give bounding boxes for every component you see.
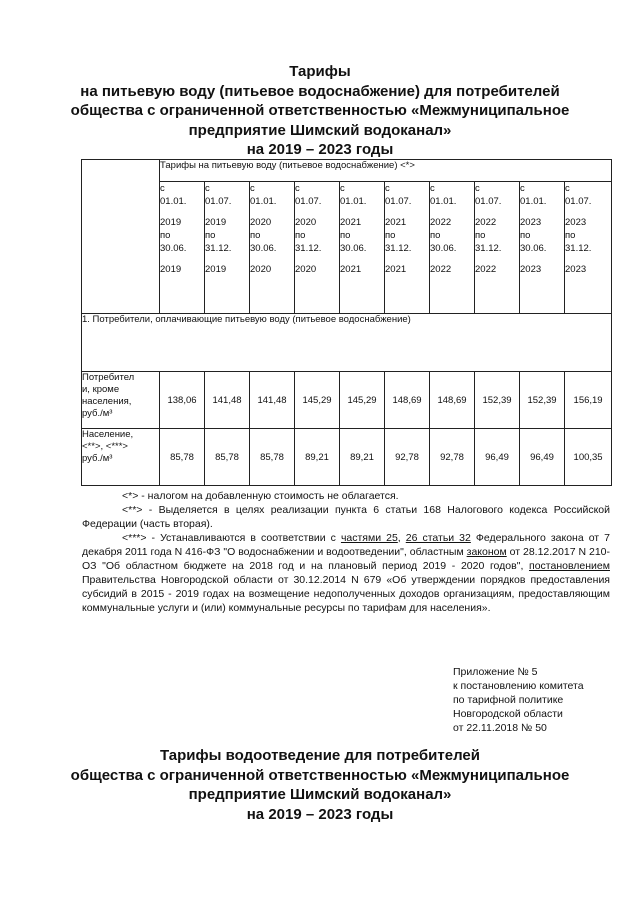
period-part: 2021 <box>340 264 362 275</box>
tariff-value: 148,69 <box>430 372 475 429</box>
period-part: 30.06. <box>250 243 277 254</box>
period-part: 01.07. <box>295 196 322 207</box>
period-header <box>295 182 340 314</box>
period-header <box>160 182 205 314</box>
spacer <box>385 255 429 263</box>
period-part: с <box>565 183 570 194</box>
appendix-line: Приложение № 5 <box>453 666 538 678</box>
footnote-text: Правительства Новгородской области от 30.12.2014 N 679 «Об утверждении порядков предоставления субсидий в 2015 - 2019 годах на возмещение недополученных доходов организациям, предоставляющим коммунальные услуги и (или) коммунальные ресурсы по тарифам для населения». <box>82 574 610 614</box>
tariff-value: 85,78 <box>160 429 205 486</box>
appendix-line: от 22.11.2018 № 50 <box>453 722 547 734</box>
title-line: на 2019 – 2023 годы <box>246 141 394 158</box>
period-part: по <box>520 230 531 241</box>
spacer <box>340 208 384 216</box>
footnote-text: от 28.12.2017 N 210-ОЗ "Об областном бюджете на 2018 год и на плановый период 2019 - 2020 годов", <box>82 546 610 572</box>
tariff-value: 148,69 <box>385 372 430 429</box>
appendix-line: Новгородской области <box>453 708 563 720</box>
label-line: Население, <box>82 429 134 440</box>
period-part: 2023 <box>565 217 587 228</box>
tariff-value: 85,78 <box>250 429 295 486</box>
spacer <box>250 208 294 216</box>
period-part: 2021 <box>340 217 362 228</box>
spacer <box>475 255 519 263</box>
footnote-2: <**> - Выделяется в целях реализации пункта 6 статьи 168 Налогового кодекса Российской Федерации (часть вторая). <box>82 504 610 530</box>
water-tariff-table <box>81 159 612 486</box>
spacer <box>295 208 339 216</box>
spacer <box>475 208 519 216</box>
period-part: 2022 <box>475 217 497 228</box>
period-part: 2020 <box>250 217 272 228</box>
period-part: 01.01. <box>520 196 547 207</box>
title-line: предприятие Шимский водоканал» <box>188 121 452 139</box>
spacer <box>250 255 294 263</box>
tariff-value: 156,19 <box>565 372 612 429</box>
spacer <box>385 208 429 216</box>
period-part: 2019 <box>160 217 182 228</box>
title-line: общества с ограниченной ответственностью «Межмуниципальное <box>70 102 570 119</box>
spacer <box>520 208 564 216</box>
tariff-value: 138,06 <box>160 372 205 429</box>
period-part: 01.07. <box>385 196 412 207</box>
law-link-parts[interactable]: частями 25 <box>340 532 398 544</box>
water-tariff-title <box>0 62 640 160</box>
period-part: по <box>430 230 441 241</box>
period-part: 31.12. <box>205 243 232 254</box>
tariff-value: 85,78 <box>205 429 250 486</box>
period-part: 2020 <box>295 217 317 228</box>
period-part: 01.01. <box>430 196 457 207</box>
period-part: по <box>475 230 486 241</box>
row-label <box>82 429 160 486</box>
period-header <box>340 182 385 314</box>
period-part: с <box>250 183 255 194</box>
spacer <box>430 255 474 263</box>
period-part: 01.01. <box>340 196 367 207</box>
period-part: 2020 <box>295 264 317 275</box>
spacer <box>295 255 339 263</box>
law-link-resolution[interactable]: постановлением <box>529 560 610 572</box>
spacer <box>520 255 564 263</box>
period-part: 30.06. <box>520 243 547 254</box>
spacer <box>340 255 384 263</box>
tariff-value: 141,48 <box>250 372 295 429</box>
period-part: 2019 <box>205 264 227 275</box>
period-part: с <box>340 183 345 194</box>
period-header <box>205 182 250 314</box>
period-part: 2023 <box>565 264 587 275</box>
tariff-value: 152,39 <box>475 372 520 429</box>
period-part: 01.01. <box>160 196 187 207</box>
period-part: 2022 <box>430 264 452 275</box>
period-part: 30.06. <box>340 243 367 254</box>
appendix-line: по тарифной политике <box>453 694 564 706</box>
label-line: руб./м³ <box>82 453 113 464</box>
label-line: Потребител <box>82 372 135 383</box>
law-link-regional[interactable]: законом <box>466 546 507 558</box>
period-part: 2020 <box>250 264 272 275</box>
period-part: 30.06. <box>160 243 187 254</box>
period-part: с <box>385 183 390 194</box>
period-header <box>565 182 612 314</box>
period-part: с <box>475 183 480 194</box>
row-label <box>82 372 160 429</box>
tariff-value: 92,78 <box>385 429 430 486</box>
period-part: 2021 <box>385 264 407 275</box>
tariff-value: 152,39 <box>520 372 565 429</box>
tariff-value: 100,35 <box>565 429 612 486</box>
period-part: по <box>295 230 306 241</box>
period-part: 2019 <box>205 217 227 228</box>
title-line: Тарифы водоотведение для потребителей <box>160 747 480 764</box>
footnote-text: , <box>397 532 406 544</box>
spacer <box>565 255 611 263</box>
tariff-value: 89,21 <box>340 429 385 486</box>
title-line: Тарифы <box>289 63 351 80</box>
period-part: 01.07. <box>565 196 592 207</box>
period-part: с <box>160 183 165 194</box>
title-line: на 2019 – 2023 годы <box>246 805 394 823</box>
spacer <box>160 208 204 216</box>
period-header <box>520 182 565 314</box>
period-part: 2021 <box>385 217 407 228</box>
tariff-value: 96,49 <box>520 429 565 486</box>
law-link-article[interactable]: 26 статьи 32 <box>405 532 471 544</box>
footnotes <box>82 489 610 615</box>
period-part: 31.12. <box>565 243 592 254</box>
period-part: по <box>340 230 351 241</box>
period-part: 01.07. <box>475 196 502 207</box>
label-line: и, кроме <box>82 384 120 395</box>
spacer <box>430 208 474 216</box>
title-line: общества с ограниченной ответственностью «Межмуниципальное <box>70 766 570 784</box>
tariff-value: 92,78 <box>430 429 475 486</box>
period-part: по <box>385 230 396 241</box>
appendix-note <box>453 665 584 735</box>
period-part: по <box>250 230 261 241</box>
period-part: 31.12. <box>475 243 502 254</box>
period-part: 31.12. <box>295 243 322 254</box>
period-part: 31.12. <box>385 243 412 254</box>
appendix-line: к постановлению комитета <box>453 680 584 692</box>
period-part: по <box>160 230 171 241</box>
footnote-1: <*> - налогом на добавленную стоимость не облагается. <box>122 490 399 502</box>
spacer <box>205 255 249 263</box>
period-part: по <box>205 230 216 241</box>
title-line: предприятие Шимский водоканал» <box>188 786 452 803</box>
period-part: с <box>520 183 525 194</box>
tariff-value: 145,29 <box>340 372 385 429</box>
tariff-value: 141,48 <box>205 372 250 429</box>
tariff-value: 96,49 <box>475 429 520 486</box>
period-part: 30.06. <box>430 243 457 254</box>
period-part: с <box>295 183 300 194</box>
footnote-text: <***> - Устанавливаются в соответствии с <box>122 532 341 544</box>
sewer-tariff-title <box>0 746 640 824</box>
section-header: 1. Потребители, оплачивающие питьевую воду (питьевое водоснабжение) <box>82 314 612 372</box>
label-line: <**>, <***> <box>82 441 128 452</box>
spacer <box>565 208 611 216</box>
period-header <box>250 182 295 314</box>
period-part: по <box>565 230 576 241</box>
label-line: руб./м³ <box>82 408 113 419</box>
period-header <box>475 182 520 314</box>
tariff-value: 145,29 <box>295 372 340 429</box>
period-part: 2019 <box>160 264 182 275</box>
table-header: Тарифы на питьевую воду (питьевое водоснабжение) <*> <box>160 160 612 182</box>
corner-cell <box>82 160 160 314</box>
period-part: 2023 <box>520 264 542 275</box>
footnote-3 <box>82 531 610 615</box>
period-part: с <box>205 183 210 194</box>
period-part: 2023 <box>520 217 542 228</box>
spacer <box>205 208 249 216</box>
period-header <box>385 182 430 314</box>
period-part: 2022 <box>430 217 452 228</box>
spacer <box>160 255 204 263</box>
period-part: 2022 <box>475 264 497 275</box>
footnote-text: Федерального закона от 7 декабря 2011 года N 416-ФЗ "О водоснабжении и водоотведении", областным <box>82 532 610 558</box>
period-part: с <box>430 183 435 194</box>
tariff-value: 89,21 <box>295 429 340 486</box>
period-part: 01.07. <box>205 196 232 207</box>
title-line: на питьевую воду (питьевое водоснабжение) для потребителей <box>80 82 560 100</box>
period-part: 01.01. <box>250 196 277 207</box>
label-line: населения, <box>82 396 132 407</box>
period-header <box>430 182 475 314</box>
